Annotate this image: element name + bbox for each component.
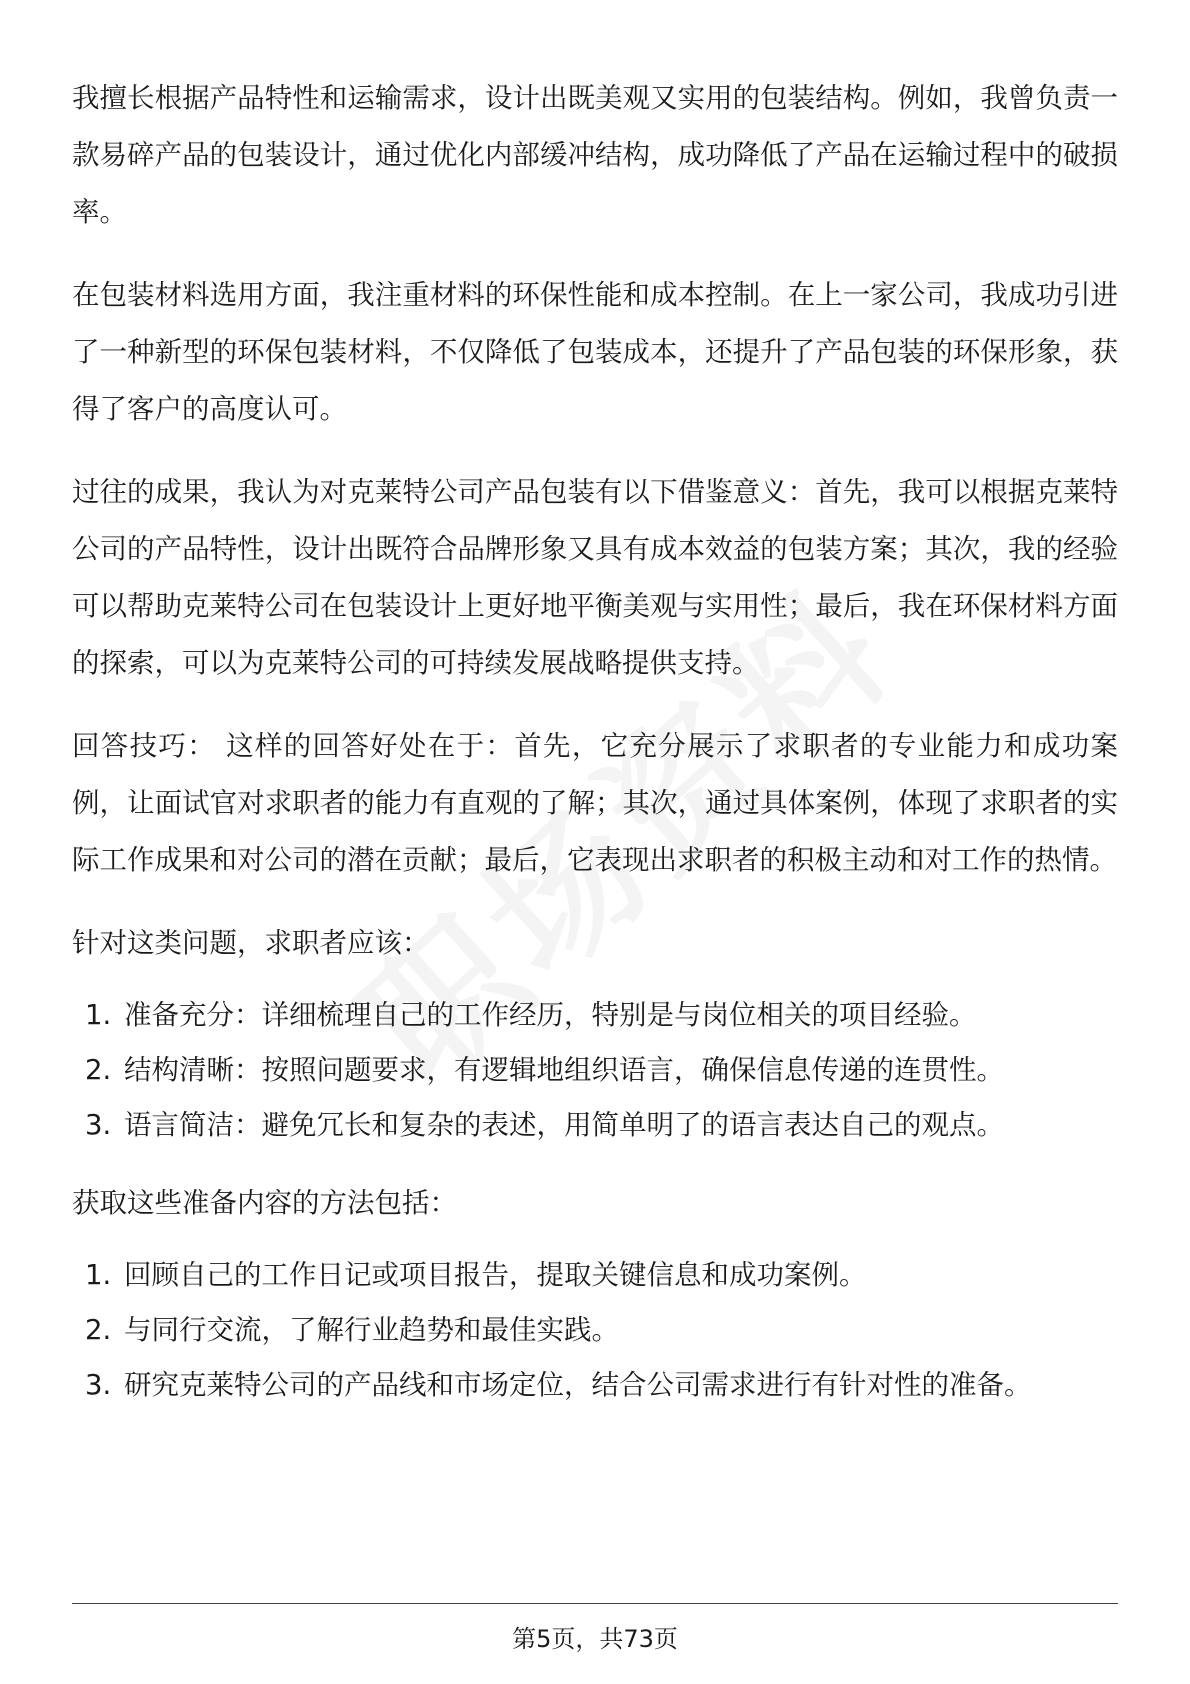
list-item bbox=[72, 1358, 1118, 1413]
list-item bbox=[72, 1248, 1118, 1303]
list-item-number: 3. bbox=[85, 1109, 112, 1141]
paragraph-past-achievements: 过往的成果，我认为对克莱特公司产品包装有以下借鉴意义：首先，我可以根据克莱特公司的产品特性，设计出既符合品牌形象又具有成本效益的包装方案；其次，我的经验可以帮助克莱特公司在包装设计上更好地平衡美观与实用性；最后，我在环保材料方面的探索，可以为克莱特公司的可持续发展战略提供支持。 bbox=[72, 476, 1118, 679]
list-item-text: 回顾自己的工作日记或项目报告，提取关键信息和成功案例。 bbox=[124, 1259, 867, 1291]
paragraph-answer-tips: 回答技巧： 这样的回答好处在于：首先，它充分展示了求职者的专业能力和成功案例，让面试官对求职者的能力有直观的了解；其次，通过具体案例，体现了求职者的实际工作成果和对公司的潜在贡献；最后，它表现出求职者的积极主动和对工作的热情。 bbox=[72, 730, 1118, 876]
page-number: 第5页，共73页 bbox=[512, 1625, 678, 1653]
list-item-number: 1. bbox=[85, 1259, 112, 1291]
list-item-text: 语言简洁：避免冗长和复杂的表述，用简单明了的语言表达自己的观点。 bbox=[124, 1109, 1004, 1141]
paragraph-packaging-materials: 在包装材料选用方面，我注重材料的环保性能和成本控制。在上一家公司，我成功引进了一种新型的环保包装材料，不仅降低了包装成本，还提升了产品包装的环保形象，获得了客户的高度认可。 bbox=[72, 279, 1118, 425]
list-item-text: 结构清晰：按照问题要求，有逻辑地组织语言，确保信息传递的连贯性。 bbox=[124, 1054, 1004, 1086]
numbered-list-should-do bbox=[72, 988, 1118, 1153]
list-item-number: 2. bbox=[85, 1314, 112, 1346]
list-item bbox=[72, 1043, 1118, 1098]
list-item-number: 3. bbox=[85, 1369, 112, 1401]
paragraph-packaging-structure: 我擅长根据产品特性和运输需求，设计出既美观又实用的包装结构。例如，我曾负责一款易碎产品的包装设计，通过优化内部缓冲结构，成功降低了产品在运输过程中的破损率。 bbox=[72, 82, 1118, 228]
list-item-text: 与同行交流，了解行业趋势和最佳实践。 bbox=[124, 1314, 619, 1346]
footer-divider bbox=[72, 1603, 1118, 1604]
list-item-text: 准备充分：详细梳理自己的工作经历，特别是与岗位相关的项目经验。 bbox=[124, 999, 977, 1031]
list-item bbox=[72, 1303, 1118, 1358]
list-item-number: 2. bbox=[85, 1054, 112, 1086]
section-heading-should-do: 针对这类问题，求职者应该： bbox=[72, 927, 430, 959]
list-item bbox=[72, 988, 1118, 1043]
numbered-list-preparation-methods bbox=[72, 1248, 1118, 1413]
list-item-text: 研究克莱特公司的产品线和市场定位，结合公司需求进行有针对性的准备。 bbox=[124, 1369, 1032, 1401]
list-item-number: 1. bbox=[85, 999, 112, 1031]
list-item bbox=[72, 1098, 1118, 1153]
section-heading-preparation-methods: 获取这些准备内容的方法包括： bbox=[72, 1187, 457, 1219]
document-body bbox=[72, 70, 1118, 1435]
